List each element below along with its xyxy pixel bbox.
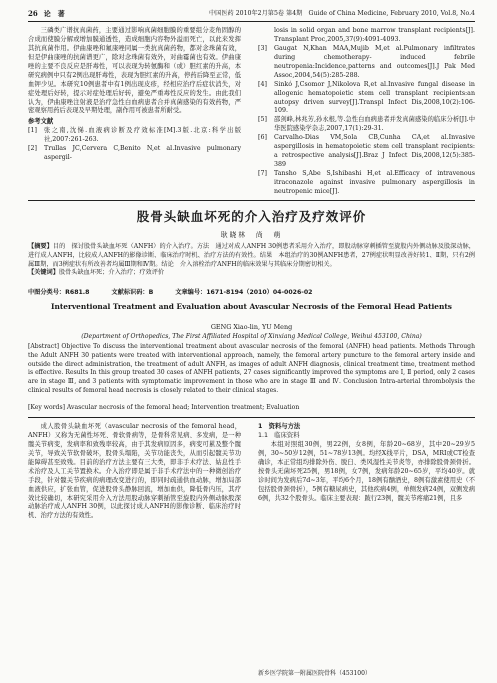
reference-number bbox=[258, 27, 274, 45]
references-list-left bbox=[28, 127, 241, 163]
reference-text: Sinkó J,Csomor J,Nikolova R,et al.Invasive fungal disease in allogenic hematopoietic stem cell transplant recipients:an autopsy driven survey[J].Transpl Infect Dis,2008,10(2):106-109. bbox=[274, 80, 475, 115]
article-authors: 耿晓林 尚 萌 bbox=[220, 231, 283, 239]
header-rule bbox=[28, 21, 475, 22]
reference-item bbox=[28, 127, 241, 145]
left-column-top bbox=[28, 27, 241, 163]
reference-item bbox=[258, 116, 475, 134]
reference-number: [6] bbox=[258, 134, 267, 142]
clc-number: 中图分类号：R681.8 bbox=[28, 289, 90, 296]
footer-affiliation: 新乡医学院第一附属医院骨科（453100） bbox=[258, 670, 371, 677]
reference-number: [1] bbox=[28, 127, 37, 135]
reference-item bbox=[258, 134, 475, 170]
reference-number: [5] bbox=[258, 116, 267, 124]
reference-item bbox=[258, 27, 475, 45]
reference-text: Gaugat N,Khan MAA,Mujib M,et al.Pulmonary infiltrates during chemotherapy- induced febrile neutropenia:Incidence,patterns and outcomes[J].J Pak Med Assoc,2004,54(5):285-288. bbox=[274, 44, 475, 79]
intro-left-column bbox=[28, 423, 241, 521]
reference-item bbox=[28, 145, 241, 163]
intro-right-column bbox=[258, 423, 475, 503]
reference-text: Tansho S,Abe S,Ishibashi H,et al.Efficacy of intravenous itraconazole against invasive pulmonary aspergillosis in neutropenic mice[J]. bbox=[274, 170, 475, 195]
abstract-text: 目的 探讨股骨头缺血坏死（ANFH）的介入治疗。方法 通过对成人ANFH 30例患者采用介入治疗，即股动脉穿刺插管至旋股内外侧动脉及股深动脉，进行成人ANFH，比较成人ANFH的影像诊断、临床治疗时机、治疗方法的有效性。结果 本组治疗的30例ANFH患者，27例症状明显改善好转1、Ⅱ期，只有2例属Ⅲ期，而3例症状有所改善者均属Ⅲ期和Ⅳ期。结论 介入溶栓治疗ANFH的临床效果与其临床分期密切相关。 bbox=[28, 243, 475, 268]
abstract-label: 【摘要】 bbox=[28, 243, 53, 250]
right-column-top bbox=[258, 27, 475, 197]
article-title: 股骨头缺血坏死的介入治疗及疗效评价 bbox=[136, 209, 367, 224]
reference-number: [7] bbox=[258, 170, 267, 177]
reference-item bbox=[258, 170, 475, 197]
page-number: 26 bbox=[28, 9, 38, 19]
english-affiliation: (Department of Orthopedics, The First Affiliated Hospital of Xinxiang Medical College, Weihui 453100, China) bbox=[81, 333, 422, 340]
keywords-text: 股骨头缺血坏死；介入治疗；疗效评价 bbox=[58, 269, 165, 277]
reference-text: losis in solid organ and bone marrow transplant recipients[J]. Transplant Proc,2005,37(9):4091-4093. bbox=[274, 27, 475, 43]
reference-item bbox=[258, 81, 475, 117]
classification-line bbox=[28, 289, 475, 298]
reference-item bbox=[258, 45, 475, 81]
references-list-right bbox=[258, 27, 475, 197]
english-keywords: [Key words] Avascular necrosis of the femoral head; Intervention treatment; Evaluation bbox=[28, 404, 300, 411]
keywords-label: 【关键词】 bbox=[28, 269, 59, 277]
article-number: 文章编号：1671-8194（2010）04-0026-02 bbox=[175, 289, 313, 296]
section-label: 论 著 bbox=[43, 9, 65, 19]
reference-text: Carvalho-Dias VM,Sola CB,Cunha CA,et al.Invasive aspergillosis in hematopoietic stem cell transplant recipients: a retrospective analysis[J].Braz J Infect Dis,2008,12(5):385-389 bbox=[274, 134, 475, 169]
reference-number: [3] bbox=[258, 44, 267, 52]
clinical-data-paragraph: 本组对照组30例，男22例，女8例，年龄20~68岁，其中20~29岁5例，30~50岁12例，51~78岁13例。均经X线平片，DSA，MRI或CT检查确诊，本正常组均排除外伤、脱臼、类风湿性关节炎等，亦排除股骨颈骨折。按骨头无菌坏死25例，男18例，女7例，发病年龄20~65岁，平均40岁。就诊时间为发病后7d~3年，平均6个月，18例有酗酒史，8例有激素使用史（不包括股骨颈骨折），5例有糖尿病史，其他疾病4例，单侧发病24例，双侧发病6例，共32个股骨头。临床主要表现：跛行23例，髋关节疼痛21例，且多 bbox=[258, 440, 475, 502]
english-title: Interventional Treatment and Evaluation about Avascular Necrosis of the Femoral Head Patients bbox=[51, 302, 452, 311]
references-heading: 参考文献 bbox=[28, 118, 54, 126]
subsection-heading-clinical: 1.1 临床资料 bbox=[258, 431, 300, 439]
reference-text: 邵剑峰,林兆芳,孙永根,等.急性白血病患者并发真菌感染的临床分析[J].中华医院感染学杂志,2007,17(1):29-31. bbox=[274, 116, 475, 133]
discussion-paragraph: 三磷类广谱抗真菌药，主要通过影响真菌细胞膜的重要组分麦角固醇的合成而使膜分解或增加膜通透性，造成细胞内容物外溢而死亡，以此来发挥其抗真菌作用。伊曲康唑和氟康唑同属一类抗真菌药物，都对念珠菌有效，但是伊曲康唑的抗菌谱更广，除对念珠菌有效外，对曲霉菌也有效。伊曲康唑的主要不良反应是肝毒性，可以表现为转氨酶和（或）胆红素的升高，本研究病例中只有2例出现肝毒性，表现为胆红素的升高，停药后降至正常，低血钾少见。本研究10例患者中有1例出现皮疹，经相应治疗后症状消失，对症处理后好转，提示对症处理后好转，避免严重毒性反应的发生。由此我们认为，伊曲康唑注射液是治疗急性白血病患者合并真菌感染的有效药物，严密观察用药后表现及早期处理，副作用可被患者所耐受。 bbox=[28, 27, 241, 115]
reference-number: [2] bbox=[28, 145, 37, 153]
reference-text: 张之南,沈悌.血液病诊断及疗效标准[M].3版.北京:科学出版社,2007:261-263. bbox=[44, 127, 241, 144]
abstract-end-rule bbox=[28, 417, 475, 418]
english-abstract: [Abstract] Objective To discuss the interventional treatment about avascular necrosis of the femoral (ANFH) head patients. Methods Through the Adult ANFH 30 patients were treated with interventional approach, namely, the femoral artery puncture to the femoral artery inside and outside the direct administration, the treatment of adult ANFH, as images of adult ANFH diagnosis, clinical treatment time, treatment method is effective. Results In this group treated 30 cases of ANFH patients, 27 cases significantly improved the symptoms are Ⅰ, Ⅱ period, only 2 cases are in stage Ⅲ, and 3 patients with symptomatic improvement in those who are in stage Ⅲ and Ⅳ. Conclusion Intra-arterial thrombolysis the clinical results of femoral head necrosis is closely related to their clinical stages. bbox=[28, 343, 475, 395]
document-code: 文献标识码：B bbox=[111, 289, 154, 296]
running-header bbox=[28, 8, 475, 19]
english-authors: GENG Xiao-lin, YU Meng bbox=[210, 323, 293, 331]
introduction-paragraph: 成人股骨头缺血坏死（avascular necrosis of the femoral head，ANFH）又称为无菌性坏死、骨软骨病等，是骨科常见病、多发病，是一种髋关节病变，发病率和致残率较高，由于其发病原因多，病变可累及整个髋关节，导致关节软骨破坏，股骨头塌陷，关节功能丧失，从而引起髋关节功能障碍甚至致残。目前的治疗方法主要有三大类，即非手术疗法、姑息性手术治疗及人工关节置换术。介入治疗即是属于非手术疗法中的一种微创治疗手段，针对髋关节疾病的病理改变进行的，即同时疏通供血动脉，增加局部血液供应，扩张血管，促进股骨头静脉回流，增加血供，降低骨内压，其疗效比较确切，本研究采用介入方法用股动脉穿刺插管至旋股内外侧动脉股深动脉治疗成人ANFH 30例，以此探讨成人ANFH的影像诊断、临床治疗时机、治疗方法的有效性。 bbox=[28, 423, 241, 520]
article-separator-rule bbox=[28, 200, 475, 201]
section-heading-materials: 1 资料与方法 bbox=[258, 423, 301, 430]
journal-citation: 中国医药 2010年2月第5卷 第4期 Guide of China Medicine, February 2010, Vol.8, No.4 bbox=[208, 10, 475, 18]
chinese-abstract bbox=[28, 243, 475, 278]
reference-number: [4] bbox=[258, 80, 267, 88]
reference-text: Trullas JC,Cervera C,Benito N,et al.Invasive pulmonary aspergil- bbox=[44, 145, 241, 162]
